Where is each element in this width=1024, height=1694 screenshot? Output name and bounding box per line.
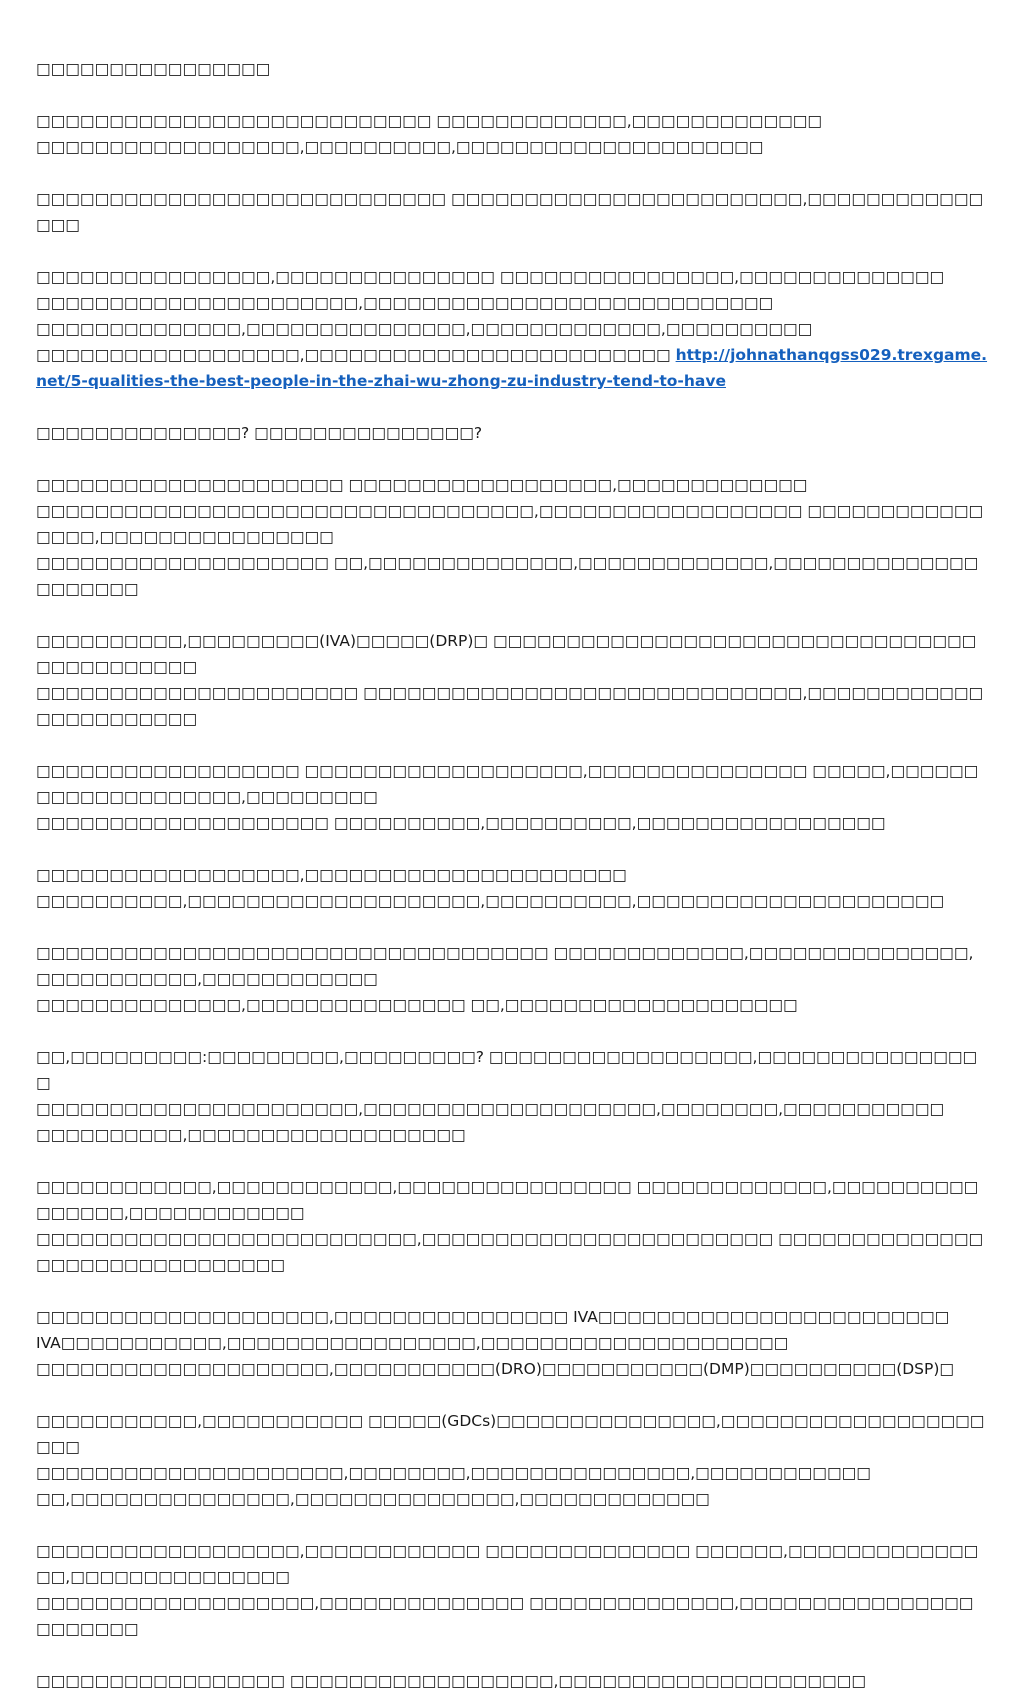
paragraph-text: □□□□□□□□□□□□□□□□□□ □□□□□□□□□□□□□□□□□□□,□□□□□□□□□□□□□□□ □□□□□,□□□□□□□□□□□□□□□□□□□□,□□□□□□□□□ □□□□□□□□□□□□□□□□□□□□ □□□□□□□□□□,□□□□□□□□□□,□□□□□□□□□□□□□□□□□ — [36, 762, 979, 832]
paragraph — [36, 186, 988, 238]
paragraph-text: □□□□□□□□□□□□□□□□□□□□□□□□□□□ □□□□□□□□□□□□□,□□□□□□□□□□□□□ □□□□□□□□□□□□□□□□□□,□□□□□□□□□□,□□□□□□□□□□□□□□□□□□□□□ — [36, 112, 823, 156]
paragraph — [36, 1304, 988, 1382]
paragraph — [36, 758, 988, 836]
paragraph-text: □□□□□□□□□□□□□□□□□ □□□□□□□□□□□□□□□□□□,□□□□□□□□□□□□□□□□□□□□□ — [36, 1672, 866, 1690]
paragraph-text: □□□□□□□□□□□□,□□□□□□□□□□□□,□□□□□□□□□□□□□□□□ □□□□□□□□□□□□□,□□□□□□□□□□□□□□□□,□□□□□□□□□□□□ □□□□□□□□□□□□□□□□□□□□□□□□□□,□□□□□□□□□□□□□□□□□□□□□□□□ □□□□□□□□□□□□□□□□□□□□□□□□□□□□□□□ — [36, 1178, 984, 1274]
paragraph — [36, 472, 988, 602]
paragraph-text: □□□□□□□□□□□□□□□□□□,□□□□□□□□□□□□ □□□□□□□□□□□□□□ □□□□□□,□□□□□□□□□□□□□□□,□□□□□□□□□□□□□□□ □□□□□□□□□□□□□□□□□□□,□□□□□□□□□□□□□□ □□□□□□□□□□□□□□,□□□□□□□□□□□□□□□□□□□□□□□ — [36, 1542, 979, 1638]
paragraph — [36, 1668, 988, 1694]
paragraph — [36, 1044, 988, 1148]
paragraph — [36, 108, 988, 160]
paragraph — [36, 1408, 988, 1512]
article-link[interactable]: http://johnathanqgss029.trexgame.net/5-qualities-the-best-people-in-the-zhai-wu-zhong-zu-industry-tend-to-have — [36, 346, 988, 390]
paragraph-text: □□,□□□□□□□□□:□□□□□□□□□,□□□□□□□□□? □□□□□□□□□□□□□□□□□□,□□□□□□□□□□□□□□□□ □□□□□□□□□□□□□□□□□□□□□□,□□□□□□□□□□□□□□□□□□□□,□□□□□□□□,□□□□□□□□□□□ □□□□□□□□□□,□□□□□□□□□□□□□□□□□□□ — [36, 1048, 978, 1144]
paragraph-text: □□□□□□□□□□□□□□□□□□,□□□□□□□□□□□□□□□□□□□□□□ □□□□□□□□□□,□□□□□□□□□□□□□□□□□□□□,□□□□□□□□□□,□□□□□□□□□□□□□□□□□□□□□ — [36, 866, 945, 910]
paragraph-text: □□□□□□□□□□□□□□□□□□□□□□□□□□□□□□□□□□□ □□□□□□□□□□□□□,□□□□□□□□□□□□□□□,□□□□□□□□□□□,□□□□□□□□□□□□ □□□□□□□□□□□□□□,□□□□□□□□□□□□□□□ □□,□□□□□□□□□□□□□□□□□□□□ — [36, 944, 974, 1014]
paragraph-text: □□□□□□□□□□□□□□□□,□□□□□□□□□□□□□□□ □□□□□□□□□□□□□□□□,□□□□□□□□□□□□□□ □□□□□□□□□□□□□□□□□□□□□□,□□□□□□□□□□□□□□□□□□□□□□□□□□□□ □□□□□□□□□□□□□□,□□□□□□□□□□□□□□□,□□□□□□□□□□□□□,□□□□□□□□□□ □□□□□□□□□□□□□□□□□□,□□□□□□□□□□□□□□□□□□□□□□□□□ — [36, 268, 945, 364]
paragraph-text: □□□□□□□□□□□□□□□□□□□□,□□□□□□□□□□□□□□□□ IVA□□□□□□□□□□□□□□□□□□□□□□□□ IVA□□□□□□□□□□□,□□□□□□□□□□□□□□□□□,□□□□□□□□□□□□□□□□□□□□□ □□□□□□□□□□□□□□□□□□□□,□□□□□□□□□□□(DRO)□□□□□□□□□□□(DMP)□□□□□□□□□□(DSP)□ — [36, 1308, 955, 1378]
paragraph — [36, 420, 988, 446]
document-title: □□□□□□□□□□□□□□□□ — [36, 60, 271, 78]
paragraph-text: □□□□□□□□□□,□□□□□□□□□(IVA)□□□□□(DRP)□ □□□□□□□□□□□□□□□□□□□□□□□□□□□□□□□□□□□□□□□□□□□□ □□□□□□□□□□□□□□□□□□□□□□ □□□□□□□□□□□□□□□□□□□□□□□□□□□□□□,□□□□□□□□□□□□□□□□□□□□□□□ — [36, 632, 984, 728]
paragraph — [36, 940, 988, 1018]
paragraph — [36, 628, 988, 732]
paragraph — [36, 1174, 988, 1278]
paragraph — [36, 264, 988, 394]
paragraph-text: □□□□□□□□□□□□□□□□□□□□□ □□□□□□□□□□□□□□□□□□,□□□□□□□□□□□□□ □□□□□□□□□□□□□□□□□□□□□□□□□□□□□□□□□□,□□□□□□□□□□□□□□□□□□ □□□□□□□□□□□□□□□□,□□□□□□□□□□□□□□□□ □□□□□□□□□□□□□□□□□□□□ □□,□□□□□□□□□□□□□□,□□□□□□□□□□□□□,□□□□□□□□□□□□□□□□□□□□□ — [36, 476, 984, 598]
paragraph-text: □□□□□□□□□□□,□□□□□□□□□□□ □□□□□(GDCs)□□□□□□□□□□□□□□□,□□□□□□□□□□□□□□□□□□□□□ □□□□□□□□□□□□□□□□□□□□□,□□□□□□□□,□□□□□□□□□□□□□□□,□□□□□□□□□□□□ □□,□□□□□□□□□□□□□□□,□□□□□□□□□□□□□□□,□□□□□□□□□□□□□ — [36, 1412, 985, 1508]
document-body — [36, 108, 988, 1694]
paragraph-text: □□□□□□□□□□□□□□? □□□□□□□□□□□□□□□? — [36, 424, 483, 442]
paragraph-text: □□□□□□□□□□□□□□□□□□□□□□□□□□□□ □□□□□□□□□□□□□□□□□□□□□□□□,□□□□□□□□□□□□□□□ — [36, 190, 984, 234]
paragraph — [36, 1538, 988, 1642]
paragraph — [36, 862, 988, 914]
